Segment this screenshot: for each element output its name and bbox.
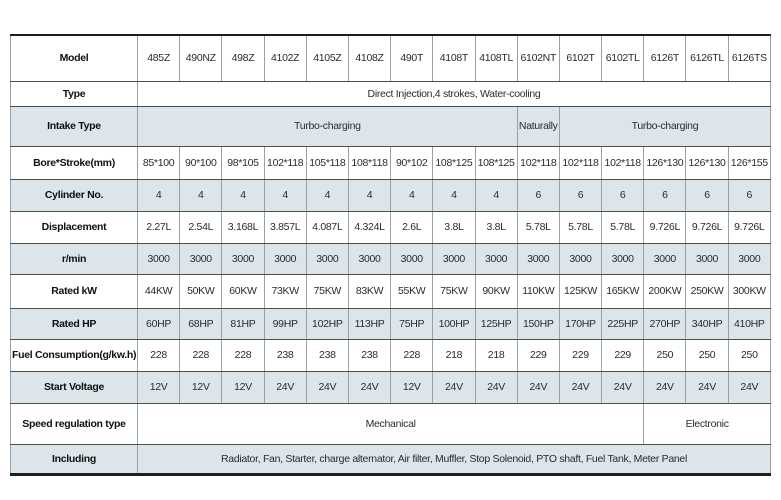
rpm-cell: 3000 xyxy=(644,243,686,274)
engine-spec-table xyxy=(10,34,771,476)
cylinder-no-cell: 6 xyxy=(686,179,728,211)
start-voltage-cell: 24V xyxy=(433,371,475,403)
rpm-cell: 3000 xyxy=(686,243,728,274)
bore-stroke-cell: 102*118 xyxy=(264,146,306,179)
bore-stroke-cell: 102*118 xyxy=(559,146,601,179)
start-voltage-row-label: Start Voltage xyxy=(11,371,138,403)
cylinder-no-cell: 4 xyxy=(306,179,348,211)
type-cell: Direct Injection,4 strokes, Water-cooling xyxy=(138,81,771,106)
rpm-cell: 3000 xyxy=(559,243,601,274)
rated-kw-cell: 110KW xyxy=(517,274,559,308)
rpm-cell: 3000 xyxy=(517,243,559,274)
cylinder-no-cell: 6 xyxy=(602,179,644,211)
rated-hp-cell: 340HP xyxy=(686,308,728,339)
model-cell: 4108TL xyxy=(475,35,517,81)
model-cell: 4108T xyxy=(433,35,475,81)
start-voltage-cell: 24V xyxy=(728,371,770,403)
start-voltage-cell: 24V xyxy=(475,371,517,403)
fuel-consumption-cell: 228 xyxy=(180,339,222,371)
rpm-cell: 3000 xyxy=(602,243,644,274)
intake-type-cell: Naturally xyxy=(517,106,559,146)
fuel-consumption-cell: 229 xyxy=(559,339,601,371)
table-row-rpm xyxy=(11,243,771,274)
start-voltage-cell: 24V xyxy=(644,371,686,403)
speed-regulation-row-label: Speed regulation type xyxy=(11,403,138,444)
displacement-cell: 3.8L xyxy=(433,211,475,243)
rated-kw-cell: 90KW xyxy=(475,274,517,308)
rated-kw-cell: 55KW xyxy=(391,274,433,308)
fuel-consumption-cell: 228 xyxy=(391,339,433,371)
table-row-rated-kw xyxy=(11,274,771,308)
rated-hp-cell: 99HP xyxy=(264,308,306,339)
rpm-cell: 3000 xyxy=(475,243,517,274)
fuel-consumption-cell: 228 xyxy=(222,339,264,371)
fuel-consumption-cell: 238 xyxy=(264,339,306,371)
rated-hp-cell: 113HP xyxy=(348,308,390,339)
displacement-cell: 9.726L xyxy=(686,211,728,243)
bore-stroke-cell: 108*125 xyxy=(475,146,517,179)
bore-stroke-cell: 90*100 xyxy=(180,146,222,179)
displacement-row-label: Displacement xyxy=(11,211,138,243)
bore-stroke-cell: 90*102 xyxy=(391,146,433,179)
rated-kw-cell: 125KW xyxy=(559,274,601,308)
displacement-cell: 3.857L xyxy=(264,211,306,243)
fuel-consumption-cell: 250 xyxy=(644,339,686,371)
bore-stroke-cell: 126*130 xyxy=(686,146,728,179)
model-cell: 4108Z xyxy=(348,35,390,81)
displacement-cell: 5.78L xyxy=(559,211,601,243)
cylinder-no-cell: 6 xyxy=(559,179,601,211)
cylinder-no-cell: 4 xyxy=(475,179,517,211)
model-cell: 6126T xyxy=(644,35,686,81)
model-cell: 485Z xyxy=(138,35,180,81)
intake-type-cell: Turbo-charging xyxy=(559,106,770,146)
spec-sheet xyxy=(10,34,771,476)
model-cell: 4105Z xyxy=(306,35,348,81)
fuel-consumption-cell: 229 xyxy=(517,339,559,371)
including-row-label: Including xyxy=(11,444,138,474)
rated-kw-cell: 83KW xyxy=(348,274,390,308)
displacement-cell: 9.726L xyxy=(728,211,770,243)
model-cell: 490NZ xyxy=(180,35,222,81)
start-voltage-cell: 24V xyxy=(517,371,559,403)
bore-stroke-cell: 108*118 xyxy=(348,146,390,179)
table-row-fuel-consumption xyxy=(11,339,771,371)
displacement-cell: 2.27L xyxy=(138,211,180,243)
rated-kw-cell: 300KW xyxy=(728,274,770,308)
fuel-consumption-cell: 218 xyxy=(475,339,517,371)
model-cell: 6126TS xyxy=(728,35,770,81)
bore-stroke-cell: 102*118 xyxy=(517,146,559,179)
table-row-intake-type xyxy=(11,106,771,146)
displacement-cell: 5.78L xyxy=(602,211,644,243)
rated-hp-cell: 150HP xyxy=(517,308,559,339)
rated-kw-cell: 165KW xyxy=(602,274,644,308)
rated-kw-cell: 50KW xyxy=(180,274,222,308)
rated-hp-cell: 270HP xyxy=(644,308,686,339)
fuel-consumption-cell: 228 xyxy=(138,339,180,371)
rated-hp-cell: 60HP xyxy=(138,308,180,339)
displacement-cell: 4.087L xyxy=(306,211,348,243)
bore-stroke-cell: 85*100 xyxy=(138,146,180,179)
cylinder-no-cell: 4 xyxy=(348,179,390,211)
start-voltage-cell: 12V xyxy=(180,371,222,403)
displacement-cell: 5.78L xyxy=(517,211,559,243)
start-voltage-cell: 24V xyxy=(602,371,644,403)
displacement-cell: 3.8L xyxy=(475,211,517,243)
bore-stroke-cell: 126*155 xyxy=(728,146,770,179)
including-cell: Radiator, Fan, Starter, charge alternator, Air filter, Muffler, Stop Solenoid, PTO shaft, Fuel Tank, Meter Panel xyxy=(138,444,771,474)
rated-hp-cell: 125HP xyxy=(475,308,517,339)
speed-regulation-cell: Electronic xyxy=(644,403,771,444)
intake-type-row-label: Intake Type xyxy=(11,106,138,146)
cylinder-no-cell: 6 xyxy=(517,179,559,211)
bore-stroke-cell: 105*118 xyxy=(306,146,348,179)
cylinder-no-cell: 4 xyxy=(222,179,264,211)
table-row-type xyxy=(11,81,771,106)
rpm-cell: 3000 xyxy=(264,243,306,274)
rpm-cell: 3000 xyxy=(348,243,390,274)
bore-stroke-cell: 126*130 xyxy=(644,146,686,179)
start-voltage-cell: 24V xyxy=(686,371,728,403)
start-voltage-cell: 12V xyxy=(222,371,264,403)
rpm-cell: 3000 xyxy=(138,243,180,274)
bore-stroke-cell: 102*118 xyxy=(602,146,644,179)
model-cell: 6126TL xyxy=(686,35,728,81)
rated-kw-cell: 200KW xyxy=(644,274,686,308)
model-cell: 498Z xyxy=(222,35,264,81)
rpm-cell: 3000 xyxy=(180,243,222,274)
model-cell: 4102Z xyxy=(264,35,306,81)
table-row-cylinder-no xyxy=(11,179,771,211)
cylinder-no-cell: 6 xyxy=(644,179,686,211)
bore-stroke-cell: 98*105 xyxy=(222,146,264,179)
cylinder-no-row-label: Cylinder No. xyxy=(11,179,138,211)
rated-hp-cell: 68HP xyxy=(180,308,222,339)
rated-kw-cell: 75KW xyxy=(306,274,348,308)
cylinder-no-cell: 4 xyxy=(264,179,306,211)
table-row-bore-stroke xyxy=(11,146,771,179)
cylinder-no-cell: 6 xyxy=(728,179,770,211)
fuel-consumption-cell: 238 xyxy=(306,339,348,371)
fuel-consumption-row-label: Fuel Consumption(g/kw.h) xyxy=(11,339,138,371)
fuel-consumption-cell: 250 xyxy=(686,339,728,371)
bore-stroke-cell: 108*125 xyxy=(433,146,475,179)
rated-hp-cell: 100HP xyxy=(433,308,475,339)
displacement-cell: 4.324L xyxy=(348,211,390,243)
fuel-consumption-cell: 238 xyxy=(348,339,390,371)
fuel-consumption-cell: 250 xyxy=(728,339,770,371)
rated-hp-row-label: Rated HP xyxy=(11,308,138,339)
rpm-cell: 3000 xyxy=(728,243,770,274)
speed-regulation-cell: Mechanical xyxy=(138,403,644,444)
displacement-cell: 3.168L xyxy=(222,211,264,243)
cylinder-no-cell: 4 xyxy=(180,179,222,211)
rated-kw-cell: 44KW xyxy=(138,274,180,308)
rated-kw-cell: 250KW xyxy=(686,274,728,308)
start-voltage-cell: 12V xyxy=(138,371,180,403)
cylinder-no-cell: 4 xyxy=(433,179,475,211)
displacement-cell: 2.54L xyxy=(180,211,222,243)
model-cell: 6102T xyxy=(559,35,601,81)
table-row-including xyxy=(11,444,771,474)
model-row-label: Model xyxy=(11,35,138,81)
rated-kw-cell: 60KW xyxy=(222,274,264,308)
model-cell: 6102TL xyxy=(602,35,644,81)
rpm-cell: 3000 xyxy=(306,243,348,274)
table-row-displacement xyxy=(11,211,771,243)
rated-hp-cell: 410HP xyxy=(728,308,770,339)
intake-type-cell: Turbo-charging xyxy=(138,106,518,146)
model-cell: 6102NT xyxy=(517,35,559,81)
rpm-cell: 3000 xyxy=(391,243,433,274)
rated-hp-cell: 170HP xyxy=(559,308,601,339)
bore-stroke-row-label: Bore*Stroke(mm) xyxy=(11,146,138,179)
start-voltage-cell: 24V xyxy=(264,371,306,403)
rpm-cell: 3000 xyxy=(433,243,475,274)
cylinder-no-cell: 4 xyxy=(391,179,433,211)
cylinder-no-cell: 4 xyxy=(138,179,180,211)
rated-hp-cell: 225HP xyxy=(602,308,644,339)
fuel-consumption-cell: 218 xyxy=(433,339,475,371)
rated-hp-cell: 81HP xyxy=(222,308,264,339)
rated-kw-cell: 73KW xyxy=(264,274,306,308)
start-voltage-cell: 24V xyxy=(348,371,390,403)
rated-kw-row-label: Rated kW xyxy=(11,274,138,308)
rated-hp-cell: 102HP xyxy=(306,308,348,339)
fuel-consumption-cell: 229 xyxy=(602,339,644,371)
displacement-cell: 9.726L xyxy=(644,211,686,243)
rated-kw-cell: 75KW xyxy=(433,274,475,308)
rated-hp-cell: 75HP xyxy=(391,308,433,339)
start-voltage-cell: 24V xyxy=(559,371,601,403)
type-row-label: Type xyxy=(11,81,138,106)
table-row-model xyxy=(11,35,771,81)
start-voltage-cell: 12V xyxy=(391,371,433,403)
displacement-cell: 2.6L xyxy=(391,211,433,243)
table-row-speed-regulation xyxy=(11,403,771,444)
table-row-rated-hp xyxy=(11,308,771,339)
rpm-row-label: r/min xyxy=(11,243,138,274)
rpm-cell: 3000 xyxy=(222,243,264,274)
spec-table-body xyxy=(11,35,771,474)
start-voltage-cell: 24V xyxy=(306,371,348,403)
table-row-start-voltage xyxy=(11,371,771,403)
model-cell: 490T xyxy=(391,35,433,81)
